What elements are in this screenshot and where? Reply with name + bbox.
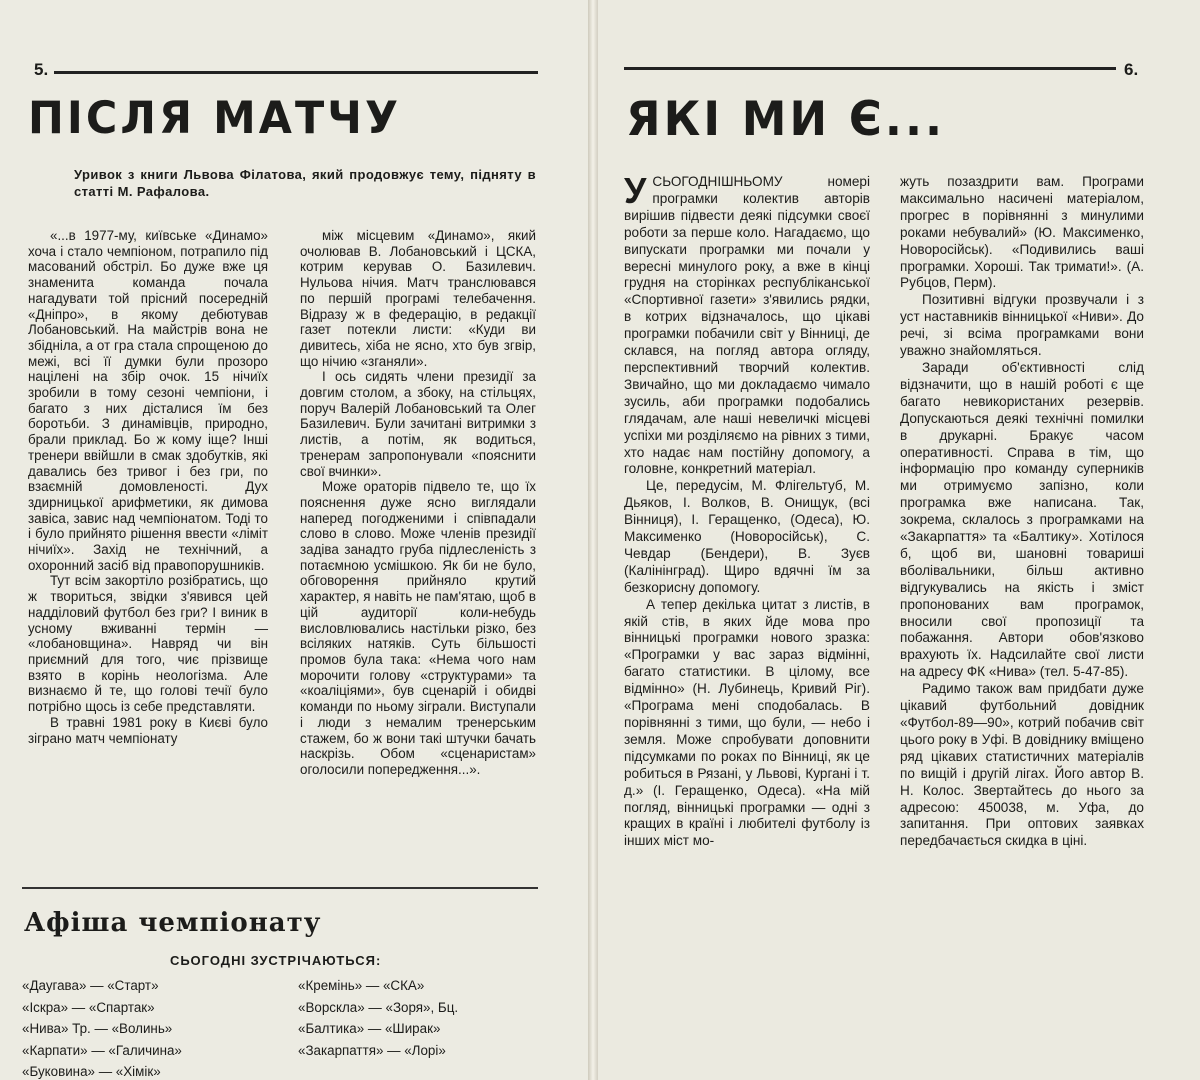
match-item: «Карпати» — «Галичина» [22, 1042, 182, 1058]
article-column-2 [300, 228, 536, 778]
left-page [0, 0, 588, 1080]
drop-cap: У [624, 170, 647, 211]
right-page [598, 0, 1200, 1080]
article-title-after-match: ПІСЛЯ МАТЧУ [28, 91, 402, 144]
paragraph: В травні 1981 року в Києві було зіграно матч чемпіонату [28, 714, 268, 746]
paragraph: У СЬОГОДНІШНЬОМУ номері програмки колектив авторів вирішив підвести деякі підсумки своєї роботи за перше коло. Нагадаємо, що випускати програмки ми почали у вересні минулого року, а вже в кінці грудня на сторінках республіканської «Спортивної газети» з'явились рядки, в котрих відзначалось, що цікаві програмки побачили світ у Вінниці, де склався, на погляд автора огляду, перспективний творчий колектив. Звичайно, що ми докладаємо чимало зусиль, аби програмки подобались глядачам, але наші невеличкі місцеві успіхи ми розділяємо на рівних з тими, хто надає нам постійну допомогу, а головне, конкретний матеріал. [624, 170, 870, 477]
afisha-title: Афіша чемпіонату [24, 908, 322, 938]
section-divider [22, 887, 538, 889]
matches-list-right [298, 975, 458, 1061]
paragraph: «...в 1977-му, київське «Динамо» хоча і стало чемпіоном, потрапило під масований обстріл. Бо дуже вже ця знаменита команда почала нагадувати той прісний посередній «Дніпро», в якому дебютував Лобановський. На майстрів вона не збідніла, а от гра стала спрощеною до межі, всі її думки були прозоро націлені на збір очок. 15 нічиїх зробили в тому сезоні чемпіони, і багато з них дісталися їм без боротьби. З динамівців, природно, брали приклад. Бо ж кому іще? Інші тренери ввійшли в смак здобутків, які давались без тривог і без гри, по взаємній домовленості. Дух здирницької арифметики, як димова завіса, завис над чемпіонатом. Тоді то і було прийнято рішення ввести «ліміт нічиїх». Захід не технічний, а охоронний засіб від правопорушників. [28, 228, 268, 573]
header-rule [624, 67, 1116, 70]
paragraph: Радимо також вам придбати дуже цікавий футбольний довідник «Футбол-89—90», котрий побачив світ цього року в Уфі. В довіднику вміщено ряд цікавих статистичних матеріалів по вищій і другій лігах. Його автор В. Н. Колос. Звертайтесь до нього за адресою: 450038, м. Уфа, до запитання. При оптових заявках передбачається скидка в ціні. [900, 681, 1144, 849]
paragraph: між місцевим «Динамо», який очолював В. Лобановський і ЦСКА, котрим керував О. Базилевич. Нульова нічия. Матч транслювався по першій програмі телебачення. Відразу ж в федерацію, в редакції газет потекли листи: «Куди ви дивитесь, хіба не ясно, хто був згвір, що нічию «зганяли». [300, 228, 536, 369]
paragraph: Може ораторів підвело те, що їх пояснення дуже ясно виглядали наперед погодженими і співпадали слово в слово. Може членів президії задіва занадто груба підлесленість з потаємною усмішкою. Як би не було, обговорення прийняло крутий характер, я навіть не пам'ятаю, щоб в цій аудиторії коли-небудь висловлювались настільки різко, без всіляких натяків. Суть більшості промов була така: «Нема чого нам морочити голову «структурами» та «коаліціями», був сценарій і обидві команди по ньому зіграли. Виступали і люди з немалим тренерським стажем, бо ж вони такі штучки бачать наскрізь. Обом «сценаристам» оголосили попередження...». [300, 479, 536, 777]
paragraph: А тепер декілька цитат з листів, в якій стів, в яких йде мова про вінницькі програмки нового зразка: «Програмки у вас зараз відмінні, багато статистики. В цілому, все відмінно» (Н. Лубинець, Кривий Ріг). «Програма мені сподобалась. В порівнянні з тими, що були, — небо і земля. Може спробувати доповнити підсумками по роках по Вінниці, як це робиться в Рязані, у Львові, Кургані і т. д.» (І. Геращенко, Одеса). «На мій погляд, вінницькі програмки — одні з кращих в країні і любителі футболу із інших міст мо- [624, 596, 870, 849]
paragraph: Це, передусім, М. Флігельтуб, М. Дьяков, І. Волков, В. Онищук, (всі Вінниця), І. Геращенко, (Одеса), Ю. Максименко (Новоросійськ), С. Чевдар (Бендери), В. Зуєв (Калінінград). Щиро вдячні їм за безкорисну допомогу. [624, 478, 870, 595]
page-number-5: 5. [34, 60, 49, 79]
match-item: «Ворскла» — «Зоря», Бц. [298, 999, 459, 1015]
match-item: «Іскра» — «Спартак» [22, 999, 155, 1015]
paragraph: Позитивні відгуки прозвучали і з уст наставників вінницької «Ниви». До речі, зі всіма програмками вони уважно знайомляться. [900, 292, 1144, 359]
page-gutter [588, 0, 598, 1080]
page-number-6: 6. [1124, 60, 1139, 79]
header-rule [54, 71, 538, 74]
article-column-2 [900, 174, 1144, 850]
paragraph: Заради об'єктивності слід відзначити, що в нашій роботі є ще багато невикористаних резервів. Допускаються деякі технічні помилки в друкарні. Бракує часом оперативності. Справа в тім, що інформацію про команду суперників ми отримуємо запізно, коли програмка вже написана. Так, зокрема, склалось з програмками на «Закарпаття» та «Балтику». Хотілося б, щоб ви, шановні товариші вболівальники, більш активно відгукувались на якість і зміст пропонованих вам програмок, вносили свої пропозиції та побажання. Автори обов'язково врахують їх. Надсилайте свої листи на адресу ФК «Нива» (тел. 5-47-85). [900, 359, 1144, 680]
match-item: «Нива» Тр. — «Волинь» [22, 1021, 173, 1036]
match-item: «Балтика» — «Ширак» [298, 1021, 441, 1036]
paragraph: І ось сидять члени президії за довгим столом, а збоку, на стільцях, поруч Валерій Лобановський та Олег Базилевич. Були зачитані витримки з листів, а потім, як водиться, тренерам запропонували «пояснити свої вчинки». [300, 369, 536, 479]
match-item: «Даугава» — «Старт» [22, 978, 159, 993]
afisha-subtitle: СЬОГОДНІ ЗУСТРІЧАЮТЬСЯ: [170, 953, 382, 968]
article-column-1 [624, 170, 870, 850]
article-title-who-we-are: ЯКІ МИ Є... [626, 91, 946, 147]
match-item: «Буковина» — «Хімік» [22, 1064, 161, 1079]
matches-list-left [22, 975, 182, 1080]
article-lead: Уривок з книги Львова Філатова, який продовжує тему, підняту в статті М. Рафалова. [74, 167, 536, 199]
paragraph: Тут всім закортіло розібратись, що ж твориться, звідки з'явився цей надділовий футбол без гри? І виник в усному вживанні термін — «лобановщина». Навряд чи він приємний для того, чиє прізвище взято в корінь неологізма. Але визнаємо й те, що голові течії було потрібно щось із себе представляти. [28, 573, 268, 715]
match-item: «Кремінь» — «СКА» [298, 978, 425, 993]
article-column-1 [28, 228, 268, 746]
paragraph: жуть позаздрити вам. Програми максимально насичені матеріалом, прогрес в порівнянні з минулими роками небувалий» (Ю. Максименко, Новоросійськ). «Подивились ваші програмки. Хороші. Так тримати!». (А. Рубцов, Перм). [900, 174, 1144, 291]
match-item: «Закарпаття» — «Лорі» [298, 1042, 446, 1058]
